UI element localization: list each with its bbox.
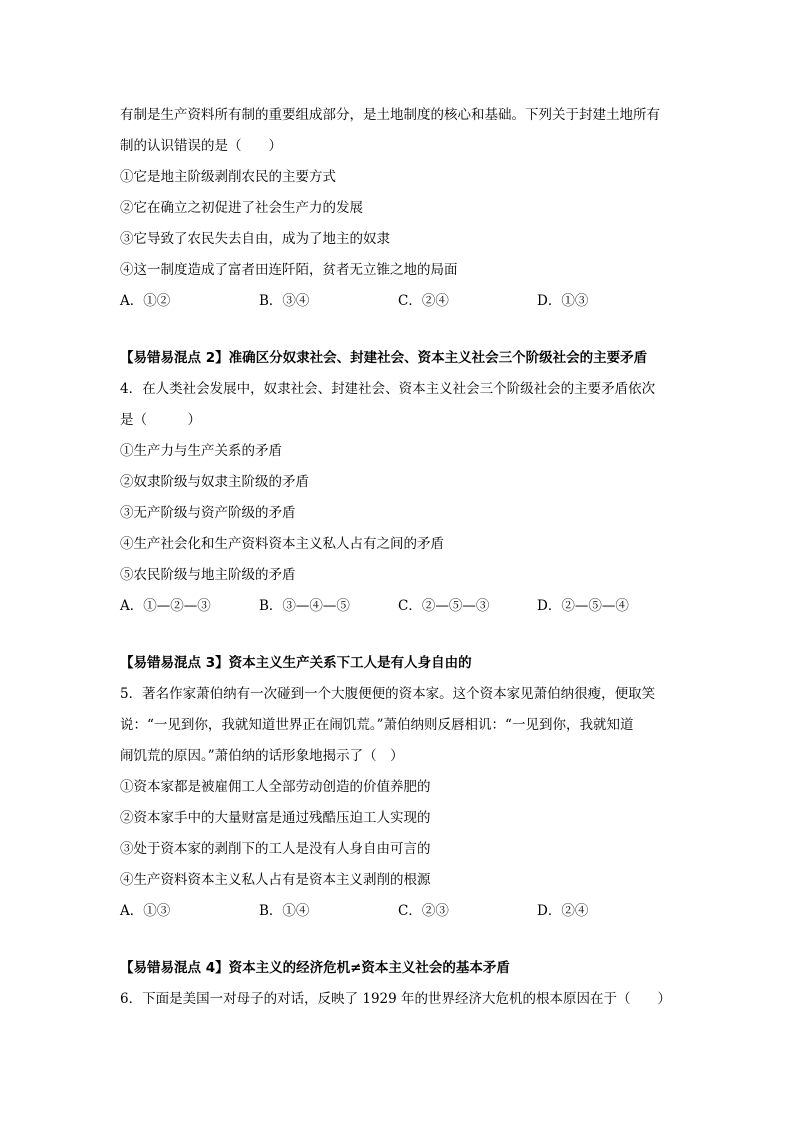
choice-b: B．③—④—⑤ [259, 598, 350, 614]
question-5 [120, 648, 690, 927]
question-option: ②资本家手中的大量财富是通过残酷压迫工人实现的 [120, 810, 431, 826]
question-option: ③无产阶级与资产阶级的矛盾 [120, 505, 296, 521]
question-stem-line: 制的认识错误的是（ ） [120, 138, 282, 154]
choice-c: C．②④ [398, 293, 449, 309]
section-heading: 【易错易混点 4】资本主义的经济危机≠资本主义社会的基本矛盾 [120, 960, 510, 976]
choice-d: D．②—⑤—④ [537, 598, 629, 614]
answer-choices [120, 896, 690, 927]
question-stem-line: 说：“一见到你，我就知道世界正在闹饥荒。”萧伯纳则反唇相讥：“一见到你，我就知道 [120, 717, 634, 733]
question-option: ①生产力与生产关系的矛盾 [120, 443, 282, 459]
choice-a: A．①③ [120, 903, 171, 919]
choice-d: D．②④ [537, 903, 589, 919]
question-option: ②奴隶阶级与奴隶主阶级的矛盾 [120, 474, 309, 490]
question-option: ⑤农民阶级与地主阶级的矛盾 [120, 567, 296, 583]
question-6 [120, 953, 690, 1015]
question-option: ④这一制度造成了富者田连阡陌，贫者无立锥之地的局面 [120, 262, 458, 278]
answer-choices [120, 591, 690, 622]
choice-c: C．②—⑤—③ [398, 598, 490, 614]
document-content [120, 100, 690, 1015]
choice-c: C．②③ [398, 903, 449, 919]
question-option: ③它导致了农民失去自由，成为了地主的奴隶 [120, 231, 390, 247]
question-option: ①它是地主阶级剥削农民的主要方式 [120, 169, 336, 185]
question-option: ③处于资本家的剥削下的工人是没有人身自由可言的 [120, 841, 431, 857]
choice-b: B．③④ [259, 293, 310, 309]
choice-d: D．①③ [537, 293, 589, 309]
question-stem-line: 有制是生产资料所有制的重要组成部分，是土地制度的核心和基础。下列关于封建土地所有 [120, 107, 660, 123]
question-option: ②它在确立之初促进了社会生产力的发展 [120, 200, 363, 216]
question-option: ④生产资料资本主义私人占有是资本主义剥削的根源 [120, 872, 431, 888]
choice-a: A．①—②—③ [120, 598, 211, 614]
answer-choices [120, 286, 690, 317]
question-4 [120, 343, 690, 622]
question-stem-line: 5．著名作家萧伯纳有一次碰到一个大腹便便的资本家。这个资本家见萧伯纳很瘦，便取笑 [120, 686, 656, 702]
choice-b: B．①④ [259, 903, 310, 919]
question-stem-line: 闹饥荒的原因。”萧伯纳的话形象地揭示了（ ） [120, 748, 404, 764]
question-option: ④生产社会化和生产资料资本主义私人占有之间的矛盾 [120, 536, 444, 552]
choice-a: A．①② [120, 293, 171, 309]
question-stem-line: 是（ ） [120, 412, 201, 428]
question-stem-line: 6．下面是美国一对母子的对话，反映了 1929 年的世界经济大危机的根本原因在于（ ） [120, 991, 672, 1007]
question-stem-line: 4．在人类社会发展中，奴隶社会、封建社会、资本主义社会三个阶级社会的主要矛盾依次 [120, 381, 656, 397]
section-heading: 【易错易混点 2】准确区分奴隶社会、封建社会、资本主义社会三个阶级社会的主要矛盾 [120, 350, 648, 366]
question-3 [120, 100, 690, 317]
section-heading: 【易错易混点 3】资本主义生产关系下工人是有人身自由的 [120, 655, 472, 671]
question-option: ①资本家都是被雇佣工人全部劳动创造的价值养肥的 [120, 779, 431, 795]
